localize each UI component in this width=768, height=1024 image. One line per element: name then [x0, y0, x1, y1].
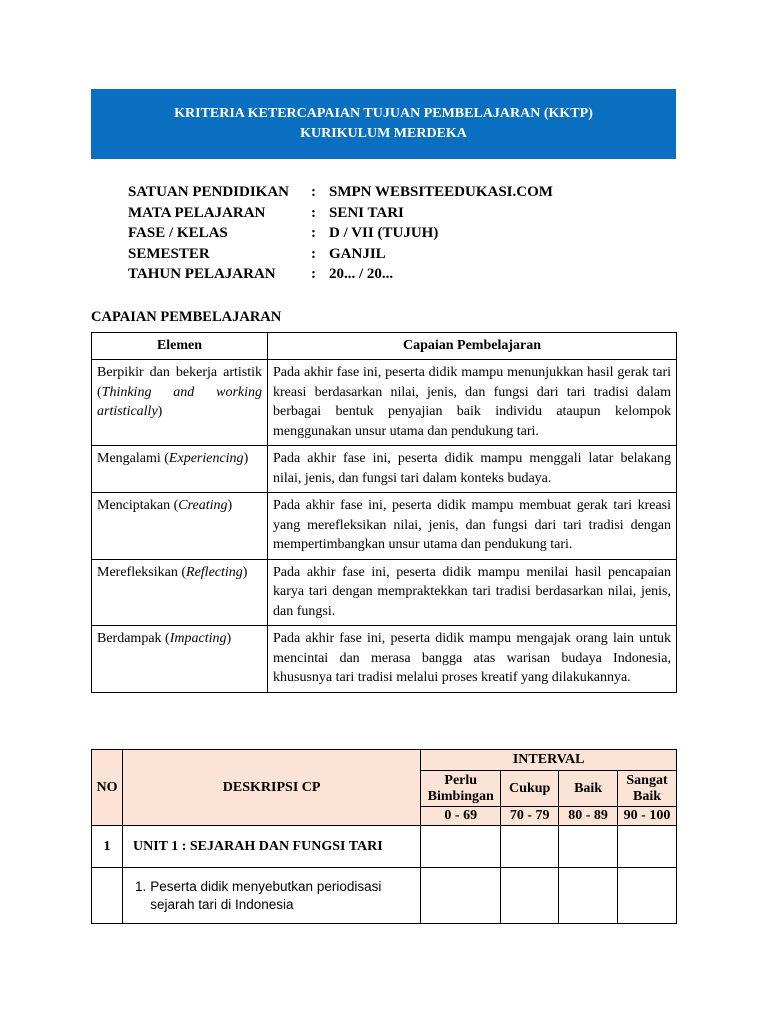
elemen-cell: Menciptakan (Creating) — [92, 493, 268, 560]
elemen-cell: Berpikir dan bekerja artistik (Thinking and working artistically) — [92, 360, 268, 446]
table-row — [92, 360, 677, 446]
unit-title: UNIT 1 : SEJARAH DAN FUNGSI TARI — [122, 826, 420, 868]
info-colon: : — [311, 245, 316, 262]
table-row — [92, 559, 677, 626]
col-header-elemen: Elemen — [92, 333, 268, 360]
score-cell — [618, 868, 677, 924]
score-cell — [421, 868, 501, 924]
info-row-mapel — [128, 203, 553, 224]
col-header-no: NO — [92, 750, 123, 826]
table-row — [92, 446, 677, 493]
info-colon: : — [311, 225, 316, 241]
info-value: SMPN WEBSITEEDUKASI.COM — [329, 184, 553, 200]
info-value: SENI TARI — [329, 204, 404, 221]
info-label: SEMESTER — [128, 245, 210, 262]
info-row-fase — [128, 223, 553, 244]
elemen-cell: Berdampak (Impacting) — [92, 626, 268, 693]
identity-block — [128, 182, 553, 285]
unit-row — [92, 826, 677, 868]
level-perlu-bimbingan: Perlu Bimbingan — [421, 771, 501, 807]
cp-table-header — [92, 333, 677, 360]
info-label: TAHUN PELAJARAN — [128, 266, 276, 282]
score-cell — [421, 826, 501, 868]
score-cell — [559, 868, 618, 924]
title-line-1: KRITERIA KETERCAPAIAN TUJUAN PEMBELAJARAN (KKTP) — [174, 106, 593, 121]
col-header-cp: Capaian Pembelajaran — [268, 333, 677, 360]
info-colon: : — [311, 204, 316, 221]
table-row — [92, 868, 677, 924]
item-description — [122, 868, 420, 924]
info-label: MATA PELAJARAN — [128, 204, 266, 221]
item-text: Peserta didik menyebutkan periodisasi sejarah tari di Indonesia — [150, 878, 382, 912]
level-sangat-baik: Sangat Baik — [618, 771, 677, 807]
info-row-satuan — [128, 182, 553, 203]
cp-cell: Pada akhir fase ini, peserta didik mampu menilai hasil pencapaian karya tari dengan mempraktekkan tari tradisi berdasarkan nilai, jenis, dan fungsi. — [268, 559, 677, 626]
elemen-cell: Mengalami (Experiencing) — [92, 446, 268, 493]
level-baik: Baik — [559, 771, 618, 807]
info-value: D / VII (TUJUH) — [329, 225, 439, 241]
unit-number: 1 — [92, 826, 123, 868]
range-baik: 80 - 89 — [559, 807, 618, 826]
col-header-deskripsi: DESKRIPSI CP — [122, 750, 420, 826]
cp-cell: Pada akhir fase ini, peserta didik mampu menggali latar belakang nilai, jenis, dan fungsi tari dalam konteks budaya. — [268, 446, 677, 493]
range-perlu-bimbingan: 0 - 69 — [421, 807, 501, 826]
cp-cell: Pada akhir fase ini, peserta didik mampu mengajak orang lain untuk mencintai dan merasa bangga atas warisan budaya Indonesia, khususnya tari tradisi melalui proses kreatif yang dilakukannya. — [268, 626, 677, 693]
info-row-semester — [128, 244, 553, 265]
interval-header-row-1 — [92, 750, 677, 771]
cp-cell: Pada akhir fase ini, peserta didik mampu membuat gerak tari kreasi yang merefleksikan nilai, jenis, dan fungsi dari tari tradisi dengan mempertimbangkan unsur utama dan pendukung tari. — [268, 493, 677, 560]
cp-table — [91, 332, 677, 693]
title-line-2: KURIKULUM MERDEKA — [300, 126, 467, 141]
table-row — [92, 493, 677, 560]
score-cell — [559, 826, 618, 868]
info-colon: : — [311, 266, 316, 282]
col-header-interval: INTERVAL — [421, 750, 677, 771]
info-row-tahun — [128, 264, 553, 285]
info-label: FASE / KELAS — [128, 225, 228, 241]
score-cell — [501, 868, 559, 924]
range-sangat-baik: 90 - 100 — [618, 807, 677, 826]
cp-cell: Pada akhir fase ini, peserta didik mampu menunjukkan hasil gerak tari kreasi berdasarkan nilai, jenis, dan fungsi dari tari tradisi dalam berbagai bentuk penyajian baik individu ataupun kelompok menggunakan unsur utama dan pendukung tari. — [268, 360, 677, 446]
score-cell — [618, 826, 677, 868]
score-cell — [501, 826, 559, 868]
elemen-cell: Merefleksikan (Reflecting) — [92, 559, 268, 626]
table-row — [92, 626, 677, 693]
document-title-banner — [91, 89, 676, 159]
level-cukup: Cukup — [501, 771, 559, 807]
info-colon: : — [311, 184, 316, 200]
item-number-cell — [92, 868, 123, 924]
range-cukup: 70 - 79 — [501, 807, 559, 826]
section-title-cp: CAPAIAN PEMBELAJARAN — [91, 309, 282, 325]
item-number: 1. — [134, 878, 147, 894]
interval-table — [91, 749, 677, 924]
info-label: SATUAN PENDIDIKAN — [128, 184, 289, 200]
info-value: 20... / 20... — [329, 266, 394, 282]
info-value: GANJIL — [329, 245, 386, 262]
